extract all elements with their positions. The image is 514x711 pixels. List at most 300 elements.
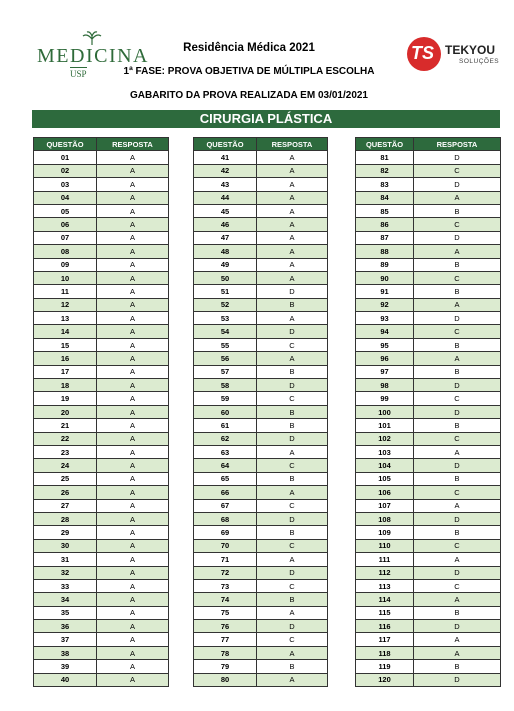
- table-row: [34, 419, 169, 432]
- answer-letter: A: [97, 164, 169, 177]
- table-row: [34, 633, 169, 646]
- tekyou-mark-icon: TS: [407, 37, 441, 71]
- question-number: 110: [356, 539, 414, 552]
- answer-letter: D: [414, 178, 501, 191]
- table-row: [194, 178, 328, 191]
- table-row: [356, 379, 501, 392]
- answer-letter: B: [257, 365, 328, 378]
- answer-letter: A: [97, 218, 169, 231]
- question-number: 76: [194, 620, 257, 633]
- question-number: 60: [194, 405, 257, 418]
- question-number: 71: [194, 553, 257, 566]
- table-row: [194, 579, 328, 592]
- answer-letter: C: [414, 271, 501, 284]
- table-row: [356, 606, 501, 619]
- answer-letter: A: [97, 178, 169, 191]
- table-row: [356, 566, 501, 579]
- table-row: [34, 285, 169, 298]
- answer-letter: A: [97, 660, 169, 673]
- question-number: 120: [356, 673, 414, 686]
- answer-letter: C: [414, 218, 501, 231]
- table-row: [194, 539, 328, 552]
- table-row: [194, 472, 328, 485]
- question-number: 37: [34, 633, 97, 646]
- answer-letter: C: [257, 499, 328, 512]
- answer-letter: D: [414, 459, 501, 472]
- answer-letter: A: [414, 352, 501, 365]
- question-number: 111: [356, 553, 414, 566]
- answer-letter: D: [414, 405, 501, 418]
- answer-letter: A: [97, 298, 169, 311]
- question-number: 27: [34, 499, 97, 512]
- answer-letter: A: [97, 579, 169, 592]
- question-number: 25: [34, 472, 97, 485]
- table-row: [34, 459, 169, 472]
- answer-letter: A: [97, 566, 169, 579]
- question-number: 39: [34, 660, 97, 673]
- document-title: Residência Médica 2021: [183, 42, 315, 54]
- answer-letter: A: [414, 633, 501, 646]
- table-row: [194, 486, 328, 499]
- answer-letter: C: [257, 539, 328, 552]
- question-number: 43: [194, 178, 257, 191]
- table-row: [34, 432, 169, 445]
- answer-letter: B: [257, 405, 328, 418]
- answer-letter: A: [97, 472, 169, 485]
- table-row: [34, 579, 169, 592]
- table-row: [34, 499, 169, 512]
- table-row: [34, 178, 169, 191]
- answer-letter: A: [97, 258, 169, 271]
- question-number: 77: [194, 633, 257, 646]
- table-row: [194, 338, 328, 351]
- answer-letter: C: [414, 325, 501, 338]
- answer-letter: A: [257, 673, 328, 686]
- question-number: 19: [34, 392, 97, 405]
- answer-header: RESPOSTA: [257, 138, 328, 151]
- question-number: 18: [34, 379, 97, 392]
- question-number: 67: [194, 499, 257, 512]
- answer-letter: A: [414, 646, 501, 659]
- question-number: 88: [356, 245, 414, 258]
- specialty-banner: CIRURGIA PLÁSTICA: [32, 110, 500, 128]
- question-number: 64: [194, 459, 257, 472]
- table-row: [356, 204, 501, 217]
- table-row: [356, 164, 501, 177]
- question-number: 70: [194, 539, 257, 552]
- answer-letter: A: [97, 620, 169, 633]
- table-row: [34, 606, 169, 619]
- table-row: [194, 419, 328, 432]
- question-number: 66: [194, 486, 257, 499]
- question-number: 74: [194, 593, 257, 606]
- answer-letter: A: [97, 646, 169, 659]
- table-row: [34, 338, 169, 351]
- question-number: 06: [34, 218, 97, 231]
- answer-letter: B: [414, 472, 501, 485]
- exam-date-line: GABARITO DA PROVA REALIZADA EM 03/01/2021: [129, 90, 368, 101]
- table-row: [194, 204, 328, 217]
- answer-letter: D: [414, 151, 501, 164]
- table-row: [194, 553, 328, 566]
- table-row: [194, 512, 328, 525]
- answer-letter: D: [257, 432, 328, 445]
- answer-letter: D: [257, 566, 328, 579]
- table-row: [194, 151, 328, 164]
- answer-letter: A: [257, 231, 328, 244]
- answer-letter: D: [257, 285, 328, 298]
- question-number: 40: [34, 673, 97, 686]
- answer-letter: A: [257, 486, 328, 499]
- table-row: [34, 472, 169, 485]
- answer-letter: A: [257, 606, 328, 619]
- answer-letter: A: [257, 164, 328, 177]
- table-row: [194, 646, 328, 659]
- table-row: [356, 298, 501, 311]
- question-number: 113: [356, 579, 414, 592]
- answer-letter: A: [97, 432, 169, 445]
- question-number: 26: [34, 486, 97, 499]
- question-number: 57: [194, 365, 257, 378]
- answer-letter: A: [414, 499, 501, 512]
- answer-letter: A: [97, 553, 169, 566]
- answer-letter: A: [97, 191, 169, 204]
- answer-header: RESPOSTA: [414, 138, 501, 151]
- table-row: [194, 459, 328, 472]
- answer-letter: B: [414, 365, 501, 378]
- question-number: 10: [34, 271, 97, 284]
- table-row: [356, 419, 501, 432]
- question-number: 75: [194, 606, 257, 619]
- table-row: [356, 445, 501, 458]
- table-row: [194, 526, 328, 539]
- table-row: [194, 285, 328, 298]
- question-number: 102: [356, 432, 414, 445]
- question-number: 42: [194, 164, 257, 177]
- answer-letter: A: [97, 673, 169, 686]
- question-number: 01: [34, 151, 97, 164]
- question-header: QUESTÃO: [34, 138, 97, 151]
- question-number: 20: [34, 405, 97, 418]
- answer-letter: B: [257, 593, 328, 606]
- answer-letter: A: [257, 271, 328, 284]
- table-row: [34, 365, 169, 378]
- answer-letter: C: [414, 579, 501, 592]
- answer-letter: A: [97, 405, 169, 418]
- question-number: 02: [34, 164, 97, 177]
- answer-letter: A: [257, 312, 328, 325]
- table-row: [356, 673, 501, 686]
- question-number: 51: [194, 285, 257, 298]
- answer-header: RESPOSTA: [97, 138, 169, 151]
- table-row: [34, 673, 169, 686]
- question-number: 29: [34, 526, 97, 539]
- question-number: 33: [34, 579, 97, 592]
- answer-letter: A: [97, 459, 169, 472]
- question-number: 15: [34, 338, 97, 351]
- answer-letter: A: [97, 593, 169, 606]
- answer-letter: B: [414, 258, 501, 271]
- answer-letter: C: [414, 539, 501, 552]
- question-number: 54: [194, 325, 257, 338]
- answer-letter: A: [97, 151, 169, 164]
- answer-letter: A: [97, 633, 169, 646]
- question-number: 12: [34, 298, 97, 311]
- question-number: 52: [194, 298, 257, 311]
- question-number: 98: [356, 379, 414, 392]
- table-row: [34, 325, 169, 338]
- table-row: [194, 325, 328, 338]
- question-number: 35: [34, 606, 97, 619]
- answer-letter: C: [257, 338, 328, 351]
- answer-letter: A: [97, 338, 169, 351]
- table-row: [194, 352, 328, 365]
- table-row: [356, 512, 501, 525]
- table-row: [356, 392, 501, 405]
- document-subtitle: 1ª FASE: PROVA OBJETIVA DE MÚLTIPLA ESCOLHA: [123, 66, 375, 77]
- answer-letter: D: [257, 325, 328, 338]
- answer-letter: D: [414, 512, 501, 525]
- table-row: [194, 312, 328, 325]
- answer-letter: A: [97, 512, 169, 525]
- question-number: 83: [356, 178, 414, 191]
- answer-letter: D: [414, 566, 501, 579]
- answer-letter: A: [97, 445, 169, 458]
- table-row: [356, 486, 501, 499]
- question-number: 109: [356, 526, 414, 539]
- answer-letter: A: [257, 218, 328, 231]
- usp-logo-text: USP: [70, 69, 87, 79]
- answer-letter: A: [97, 526, 169, 539]
- table-row: [356, 472, 501, 485]
- table-row: [34, 620, 169, 633]
- table-row: [356, 405, 501, 418]
- answer-letter: A: [414, 593, 501, 606]
- question-number: 04: [34, 191, 97, 204]
- answer-letter: A: [97, 392, 169, 405]
- answer-letter: C: [414, 392, 501, 405]
- question-number: 115: [356, 606, 414, 619]
- answer-letter: A: [97, 285, 169, 298]
- table-row: [34, 553, 169, 566]
- table-row: [34, 151, 169, 164]
- question-number: 30: [34, 539, 97, 552]
- table-row: [194, 566, 328, 579]
- answer-letter: D: [257, 512, 328, 525]
- question-number: 95: [356, 338, 414, 351]
- answer-letter: B: [257, 660, 328, 673]
- table-row: [194, 365, 328, 378]
- question-number: 24: [34, 459, 97, 472]
- table-row: [34, 271, 169, 284]
- table-row: [356, 539, 501, 552]
- answer-letter: A: [97, 365, 169, 378]
- answer-letter: C: [257, 392, 328, 405]
- question-number: 31: [34, 553, 97, 566]
- answer-letter: A: [97, 271, 169, 284]
- answer-letter: A: [97, 606, 169, 619]
- question-number: 68: [194, 512, 257, 525]
- question-number: 87: [356, 231, 414, 244]
- question-number: 78: [194, 646, 257, 659]
- question-number: 50: [194, 271, 257, 284]
- question-number: 48: [194, 245, 257, 258]
- question-number: 92: [356, 298, 414, 311]
- question-number: 101: [356, 419, 414, 432]
- question-header: QUESTÃO: [194, 138, 257, 151]
- question-number: 99: [356, 392, 414, 405]
- question-number: 05: [34, 204, 97, 217]
- table-row: [194, 271, 328, 284]
- question-number: 65: [194, 472, 257, 485]
- table-row: [194, 620, 328, 633]
- table-row: [356, 553, 501, 566]
- question-number: 41: [194, 151, 257, 164]
- table-row: [34, 245, 169, 258]
- table-row: [194, 673, 328, 686]
- question-number: 23: [34, 445, 97, 458]
- question-number: 45: [194, 204, 257, 217]
- answer-letter: B: [257, 419, 328, 432]
- table-row: [194, 593, 328, 606]
- table-row: [356, 459, 501, 472]
- answer-letter: C: [257, 579, 328, 592]
- answer-letter: A: [257, 646, 328, 659]
- table-row: [34, 298, 169, 311]
- answer-letter: D: [257, 379, 328, 392]
- question-number: 21: [34, 419, 97, 432]
- question-number: 08: [34, 245, 97, 258]
- answer-letter: A: [97, 499, 169, 512]
- question-number: 34: [34, 593, 97, 606]
- question-number: 61: [194, 419, 257, 432]
- answer-table-2: [193, 137, 328, 687]
- question-number: 22: [34, 432, 97, 445]
- question-number: 105: [356, 472, 414, 485]
- table-row: [34, 379, 169, 392]
- question-number: 107: [356, 499, 414, 512]
- question-number: 100: [356, 405, 414, 418]
- table-row: [356, 231, 501, 244]
- question-number: 103: [356, 445, 414, 458]
- answer-letter: A: [257, 352, 328, 365]
- answer-letter: A: [257, 191, 328, 204]
- table-row: [34, 164, 169, 177]
- table-row: [356, 151, 501, 164]
- answer-letter: A: [257, 151, 328, 164]
- table-row: [356, 178, 501, 191]
- table-row: [356, 245, 501, 258]
- table-row: [356, 191, 501, 204]
- table-row: [34, 231, 169, 244]
- question-number: 72: [194, 566, 257, 579]
- answer-letter: B: [414, 606, 501, 619]
- table-row: [194, 432, 328, 445]
- table-row: [356, 499, 501, 512]
- table-row: [194, 191, 328, 204]
- answer-letter: A: [97, 312, 169, 325]
- table-row: [34, 512, 169, 525]
- answer-letter: A: [257, 258, 328, 271]
- tekyou-logo-subtext: SOLUÇÕES: [459, 58, 500, 65]
- answer-letter: B: [414, 285, 501, 298]
- question-header: QUESTÃO: [356, 138, 414, 151]
- answer-letter: D: [257, 620, 328, 633]
- answer-letter: A: [97, 352, 169, 365]
- question-number: 104: [356, 459, 414, 472]
- table-row: [194, 258, 328, 271]
- answer-letter: A: [97, 419, 169, 432]
- table-row: [356, 593, 501, 606]
- answer-letter: B: [414, 338, 501, 351]
- question-number: 106: [356, 486, 414, 499]
- table-row: [34, 539, 169, 552]
- question-number: 03: [34, 178, 97, 191]
- answer-letter: A: [414, 245, 501, 258]
- table-row: [194, 499, 328, 512]
- table-row: [34, 352, 169, 365]
- table-row: [194, 660, 328, 673]
- question-number: 47: [194, 231, 257, 244]
- answer-letter: A: [257, 445, 328, 458]
- table-row: [34, 405, 169, 418]
- question-number: 28: [34, 512, 97, 525]
- table-row: [194, 405, 328, 418]
- question-number: 84: [356, 191, 414, 204]
- question-number: 79: [194, 660, 257, 673]
- question-number: 17: [34, 365, 97, 378]
- question-number: 11: [34, 285, 97, 298]
- table-row: [194, 606, 328, 619]
- table-row: [356, 526, 501, 539]
- table-row: [34, 258, 169, 271]
- table-row: [194, 164, 328, 177]
- answer-letter: A: [257, 178, 328, 191]
- question-number: 91: [356, 285, 414, 298]
- question-number: 44: [194, 191, 257, 204]
- question-number: 81: [356, 151, 414, 164]
- answer-letter: C: [414, 432, 501, 445]
- question-number: 63: [194, 445, 257, 458]
- answer-table-1: [33, 137, 169, 687]
- question-number: 49: [194, 258, 257, 271]
- answer-letter: A: [97, 245, 169, 258]
- question-number: 62: [194, 432, 257, 445]
- table-row: [356, 432, 501, 445]
- table-row: [34, 660, 169, 673]
- answer-letter: A: [257, 245, 328, 258]
- answer-letter: A: [414, 445, 501, 458]
- question-number: 53: [194, 312, 257, 325]
- answer-letter: B: [414, 419, 501, 432]
- answer-letter: A: [97, 539, 169, 552]
- question-number: 59: [194, 392, 257, 405]
- table-row: [356, 352, 501, 365]
- medicina-logo-text: MEDICINA: [37, 45, 149, 67]
- question-number: 80: [194, 673, 257, 686]
- question-number: 82: [356, 164, 414, 177]
- question-number: 36: [34, 620, 97, 633]
- table-row: [194, 392, 328, 405]
- answer-letter: D: [414, 312, 501, 325]
- table-row: [194, 298, 328, 311]
- question-number: 56: [194, 352, 257, 365]
- answer-letter: A: [414, 298, 501, 311]
- answer-letter: D: [414, 620, 501, 633]
- answer-letter: A: [97, 379, 169, 392]
- table-row: [194, 445, 328, 458]
- question-number: 58: [194, 379, 257, 392]
